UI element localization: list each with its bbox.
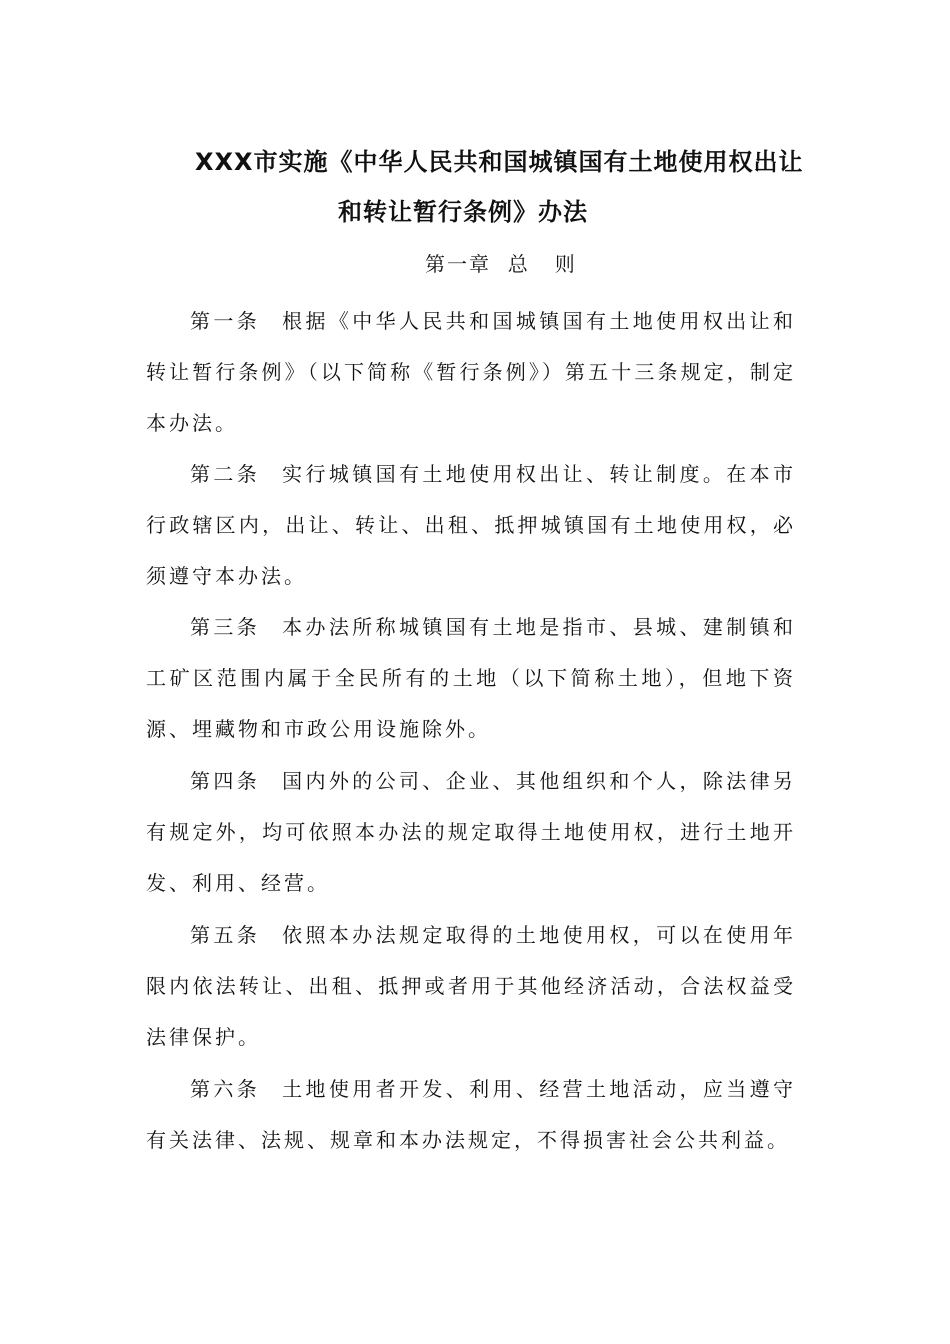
document-title-line-1: XXX市实施《中华人民共和国城镇国有土地使用权出让	[195, 148, 804, 176]
article-3	[146, 602, 796, 755]
article-5	[146, 910, 796, 1063]
article-2	[146, 449, 796, 602]
article-4	[146, 756, 796, 909]
article-text: 实行城镇国有土地使用权出让、转让制度。在本市行政辖区内，出让、转让、出租、抵押城镇国有土地使用权，必须遵守本办法。	[146, 462, 796, 588]
article-number: 第一条	[190, 309, 261, 333]
article-number: 第三条	[190, 615, 261, 639]
article-number: 第二条	[190, 462, 261, 486]
article-number: 第五条	[190, 923, 261, 947]
article-text: 依照本办法规定取得的土地使用权，可以在使用年限内依法转让、出租、抵押或者用于其他经济活动，合法权益受法律保护。	[146, 923, 796, 1049]
article-number: 第六条	[190, 1077, 261, 1101]
article-1	[146, 296, 796, 449]
article-6	[146, 1064, 796, 1166]
article-text: 国内外的公司、企业、其他组织和个人，除法律另有规定外，均可依照本办法的规定取得土地使用权，进行土地开发、利用、经营。	[146, 769, 796, 895]
chapter-heading: 第一章 总 则	[425, 252, 577, 276]
document-title-line-2: 和转让暂行条例》办法	[338, 198, 588, 226]
article-text: 本办法所称城镇国有土地是指市、县城、建制镇和工矿区范围内属于全民所有的土地（以下简称土地），但地下资源、埋藏物和市政公用设施除外。	[146, 615, 796, 741]
article-number: 第四条	[190, 769, 261, 793]
article-text: 根据《中华人民共和国城镇国有土地使用权出让和转让暂行条例》（以下简称《暂行条例》）第五十三条规定，制定本办法。	[146, 309, 796, 435]
article-text: 土地使用者开发、利用、经营土地活动，应当遵守有关法律、法规、规章和本办法规定，不得损害社会公共利益。	[146, 1077, 796, 1152]
